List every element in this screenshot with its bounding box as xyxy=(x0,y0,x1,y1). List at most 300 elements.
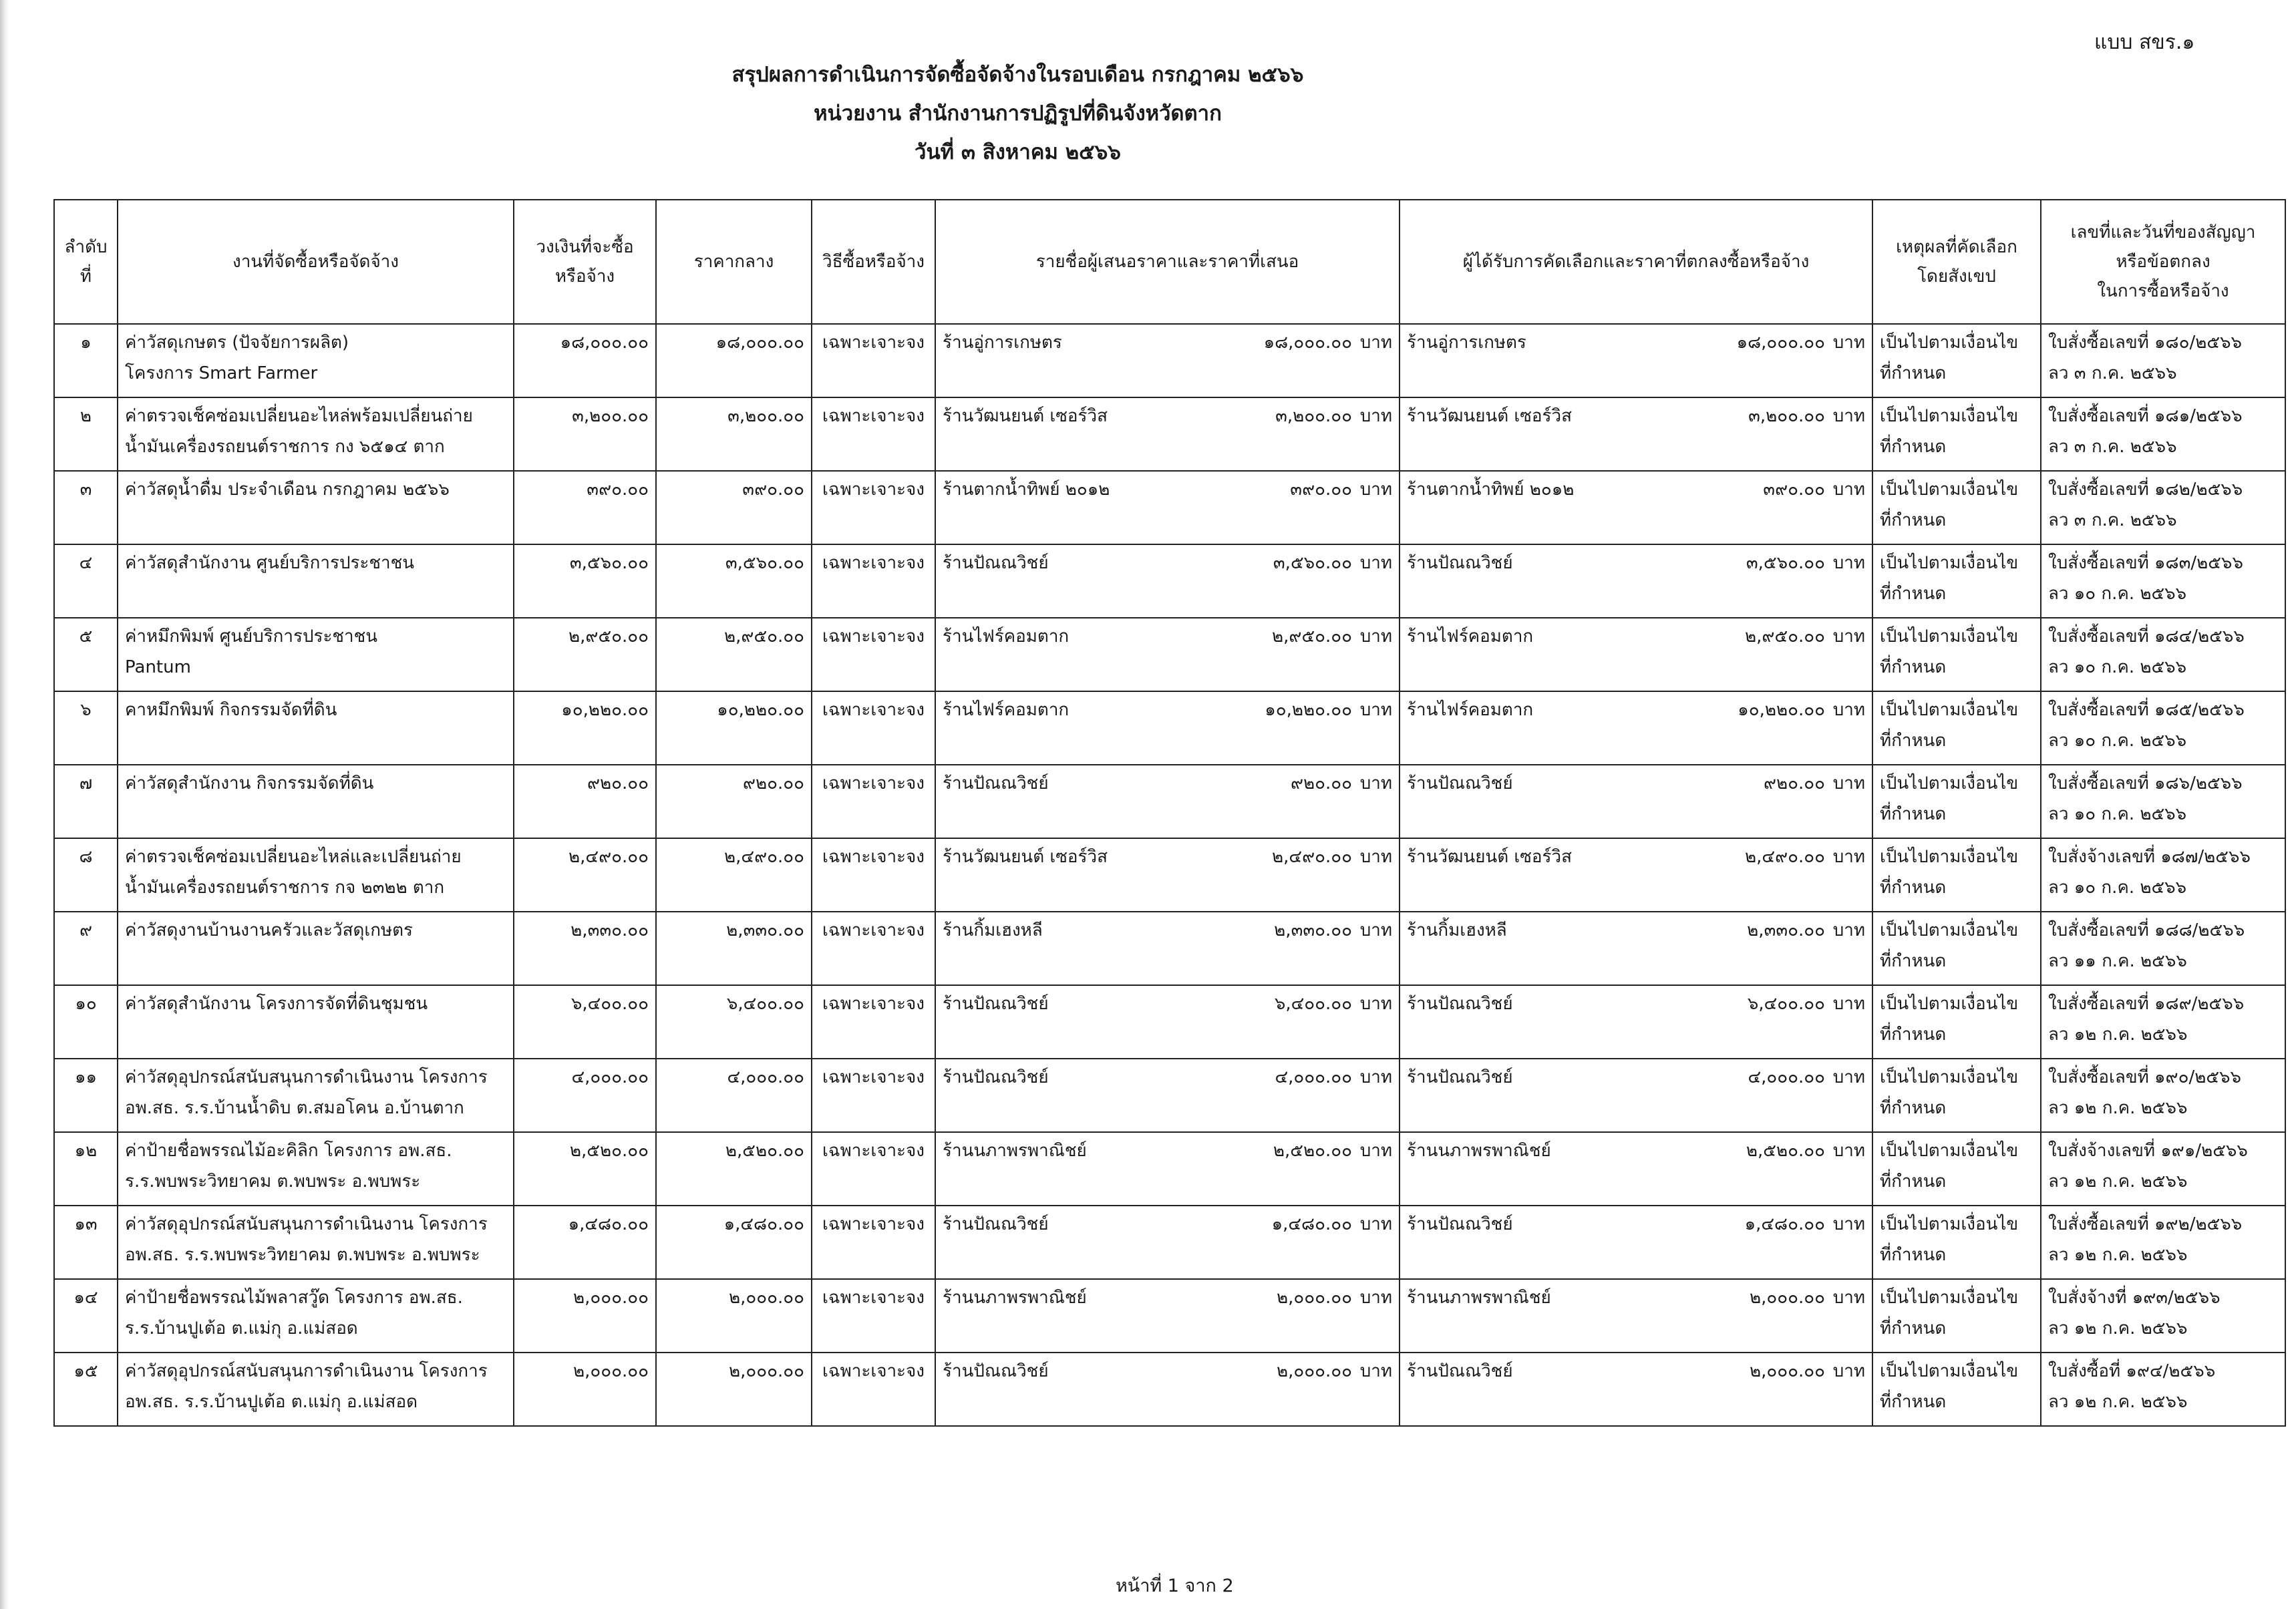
contract-line: ลว ๓ ก.ค. ๒๕๖๖ xyxy=(2048,510,2177,530)
report-date: วันที่ ๓ สิงหาคม ๒๕๖๖ xyxy=(915,140,1121,164)
offer-unit: บาท xyxy=(1359,1288,1392,1308)
item-line: น้ำมันเครื่องรถยนต์ราชการ กจ ๒๓๒๒ ตาก xyxy=(125,878,445,898)
selected-cell xyxy=(1400,544,1872,618)
offer-unit: บาท xyxy=(1359,700,1392,720)
selected-entry xyxy=(1407,842,1865,872)
table-row xyxy=(54,1059,2285,1132)
item-line: ค่าวัสดุอุปกรณ์สนับสนุนการดำเนินงาน โครงการ xyxy=(125,1361,488,1381)
item-line: ค่าวัสดุสำนักงาน ศูนย์บริการประชาชน xyxy=(125,553,415,573)
offers-cell xyxy=(935,765,1400,838)
selected-entry xyxy=(1407,1356,1865,1387)
reason-line: เป็นไปตามเงื่อนไข xyxy=(1880,920,2019,940)
contract-line: ใบสั่งซื้อเลขที่ ๑๘๐/๒๕๖๖ xyxy=(2048,333,2243,353)
reason-line: เป็นไปตามเงื่อนไข xyxy=(1880,847,2019,867)
table-row xyxy=(54,765,2285,838)
item-cell xyxy=(118,838,514,912)
col-header-method: วิธีซื้อหรือจ้าง xyxy=(812,200,935,324)
selected-vendor-name: ร้านนภาพรพาณิชย์ xyxy=(1407,1288,1551,1308)
offers-cell xyxy=(935,1353,1400,1426)
row-number: ๓ xyxy=(54,471,118,544)
selected-unit: บาท xyxy=(1832,553,1865,573)
selected-entry xyxy=(1407,989,1865,1019)
table-row xyxy=(54,544,2285,618)
reason-line: ที่กำหนด xyxy=(1880,510,1947,530)
selected-amount: ๓,๕๖๐.๐๐ xyxy=(1746,553,1825,573)
table-row xyxy=(54,471,2285,544)
table-row xyxy=(54,397,2285,471)
item-cell xyxy=(118,1279,514,1353)
offers-cell xyxy=(935,912,1400,985)
contract-line: ใบสั่งซื้อเลขที่ ๑๙๒/๒๕๖๖ xyxy=(2048,1214,2243,1234)
budget-cell: ๒,๐๐๐.๐๐ xyxy=(514,1353,656,1426)
budget-cell: ๑๘,๐๐๐.๐๐ xyxy=(514,324,656,397)
col-header-median: ราคากลาง xyxy=(656,200,812,324)
method-cell: เฉพาะเจาะจง xyxy=(812,471,935,544)
item-line: ค่าป้ายชื่อพรรณไม้อะคิลิก โครงการ อพ.สธ. xyxy=(125,1141,452,1161)
item-cell xyxy=(118,1059,514,1132)
reason-cell xyxy=(1872,324,2041,397)
method-cell: เฉพาะเจาะจง xyxy=(812,912,935,985)
selected-cell xyxy=(1400,397,1872,471)
reason-line: ที่กำหนด xyxy=(1880,584,1947,604)
row-number: ๗ xyxy=(54,765,118,838)
item-cell xyxy=(118,397,514,471)
reason-line: ที่กำหนด xyxy=(1880,1172,1947,1192)
reason-line: ที่กำหนด xyxy=(1880,1098,1947,1118)
method-cell: เฉพาะเจาะจง xyxy=(812,1353,935,1426)
selected-unit: บาท xyxy=(1832,773,1865,793)
table-row xyxy=(54,985,2285,1059)
selected-unit: บาท xyxy=(1832,333,1865,353)
item-line: ค่าป้ายชื่อพรรณไม้พลาสวู๊ด โครงการ อพ.สธ. xyxy=(125,1288,463,1308)
selected-entry xyxy=(1407,915,1865,946)
selected-entry xyxy=(1407,401,1865,431)
item-line: ค่าวัสดุอุปกรณ์สนับสนุนการดำเนินงาน โครงการ xyxy=(125,1214,488,1234)
contract-cell xyxy=(2041,1059,2285,1132)
item-line: โครงการ Smart Farmer xyxy=(125,363,318,383)
selected-cell xyxy=(1400,985,1872,1059)
reason-cell xyxy=(1872,1279,2041,1353)
selected-cell xyxy=(1400,1279,1872,1353)
contract-line: ใบสั่งซื้อเลขที่ ๑๘๖/๒๕๖๖ xyxy=(2048,773,2243,793)
offer-vendor-name: ร้านไฟร์คอมตาก xyxy=(943,627,1070,647)
offer-amount: ๓,๒๐๐.๐๐ xyxy=(1275,406,1352,426)
table-row xyxy=(54,1132,2285,1206)
row-number: ๑ xyxy=(54,324,118,397)
item-line: ค่าวัสดุน้ำดื่ม ประจำเดือน กรกฎาคม ๒๕๖๖ xyxy=(125,480,450,500)
median-price-cell: ๒,๔๙๐.๐๐ xyxy=(656,838,812,912)
selected-unit: บาท xyxy=(1832,1141,1865,1161)
item-line: คาหมึกพิมพ์ กิจกรรมจัดที่ดิน xyxy=(125,700,337,720)
median-price-cell: ๓,๒๐๐.๐๐ xyxy=(656,397,812,471)
selected-unit: บาท xyxy=(1832,994,1865,1014)
offer-vendor-name: ร้านตากน้ำทิพย์ ๒๐๑๒ xyxy=(943,480,1110,500)
reason-cell xyxy=(1872,1132,2041,1206)
selected-unit: บาท xyxy=(1832,920,1865,940)
offer-entry xyxy=(943,621,1392,652)
reason-line: เป็นไปตามเงื่อนไข xyxy=(1880,333,2019,353)
offer-amount: ๒,๕๒๐.๐๐ xyxy=(1273,1141,1352,1161)
reason-line: เป็นไปตามเงื่อนไข xyxy=(1880,1141,2019,1161)
reason-cell xyxy=(1872,1353,2041,1426)
selected-entry xyxy=(1407,768,1865,799)
budget-cell: ๖,๔๐๐.๐๐ xyxy=(514,985,656,1059)
median-price-cell: ๒,๐๐๐.๐๐ xyxy=(656,1279,812,1353)
row-number: ๑๔ xyxy=(54,1279,118,1353)
selected-cell xyxy=(1400,1132,1872,1206)
selected-entry xyxy=(1407,327,1865,358)
contract-line: ใบสั่งจ้างเลขที่ ๑๘๗/๒๕๖๖ xyxy=(2048,847,2251,867)
col-header-item: งานที่จัดซื้อหรือจัดจ้าง xyxy=(118,200,514,324)
offer-vendor-name: ร้านนภาพรพาณิชย์ xyxy=(943,1288,1087,1308)
reason-cell xyxy=(1872,838,2041,912)
item-cell xyxy=(118,618,514,691)
item-line: ค่าวัสดุเกษตร (ปัจจัยการผลิต) xyxy=(125,333,349,353)
selected-vendor-name: ร้านปัณณวิชย์ xyxy=(1407,1214,1513,1234)
contract-line: ลว ๑๒ ก.ค. ๒๕๖๖ xyxy=(2048,1318,2188,1338)
reason-cell xyxy=(1872,691,2041,765)
selected-amount: ๒,๓๓๐.๐๐ xyxy=(1747,920,1825,940)
row-number: ๔ xyxy=(54,544,118,618)
contract-line: ใบสั่งซื้อเลขที่ ๑๙๐/๒๕๖๖ xyxy=(2048,1067,2242,1087)
contract-line: ลว ๓ ก.ค. ๒๕๖๖ xyxy=(2048,363,2177,383)
reason-line: เป็นไปตามเงื่อนไข xyxy=(1880,480,2019,500)
contract-cell xyxy=(2041,1353,2285,1426)
offer-entry xyxy=(943,842,1392,872)
reason-line: เป็นไปตามเงื่อนไข xyxy=(1880,627,2019,647)
table-row xyxy=(54,912,2285,985)
item-line: ค่าวัสดุงานบ้านงานครัวและวัสดุเกษตร xyxy=(125,920,413,940)
reason-line: เป็นไปตามเงื่อนไข xyxy=(1880,700,2019,720)
selected-vendor-name: ร้านนภาพรพาณิชย์ xyxy=(1407,1141,1551,1161)
reason-line: เป็นไปตามเงื่อนไข xyxy=(1880,773,2019,793)
contract-cell xyxy=(2041,544,2285,618)
offer-entry xyxy=(943,989,1392,1019)
budget-cell: ๒,๔๙๐.๐๐ xyxy=(514,838,656,912)
selected-vendor-name: ร้านอู่การเกษตร xyxy=(1407,333,1526,353)
selected-unit: บาท xyxy=(1832,1214,1865,1234)
page-number: หน้าที่ 1 จาก 2 xyxy=(1116,1576,1234,1596)
offer-unit: บาท xyxy=(1359,920,1392,940)
reason-cell xyxy=(1872,985,2041,1059)
selected-vendor-name: ร้านวัฒนยนต์ เซอร์วิส xyxy=(1407,406,1572,426)
contract-cell xyxy=(2041,1206,2285,1279)
offer-vendor-name: ร้านปัณณวิชย์ xyxy=(943,553,1049,573)
offers-cell xyxy=(935,1279,1400,1353)
item-cell xyxy=(118,324,514,397)
document-header xyxy=(0,61,2296,178)
budget-cell: ๔,๐๐๐.๐๐ xyxy=(514,1059,656,1132)
procurement-table xyxy=(53,199,2286,1427)
selected-vendor-name: ร้านปัณณวิชย์ xyxy=(1407,773,1513,793)
offer-vendor-name: ร้านนภาพรพาณิชย์ xyxy=(943,1141,1087,1161)
item-line: อพ.สธ. ร.ร.พบพระวิทยาคม ต.พบพระ อ.พบพระ xyxy=(125,1245,480,1265)
selected-vendor-name: ร้านตากน้ำทิพย์ ๒๐๑๒ xyxy=(1407,480,1575,500)
contract-line: ลว ๑๒ ก.ค. ๒๕๖๖ xyxy=(2048,1025,2188,1045)
reason-line: เป็นไปตามเงื่อนไข xyxy=(1880,406,2019,426)
median-price-cell: ๒,๓๓๐.๐๐ xyxy=(656,912,812,985)
selected-vendor-name: ร้านกิ้มเฮงหลี xyxy=(1407,920,1507,940)
method-cell: เฉพาะเจาะจง xyxy=(812,1132,935,1206)
item-cell xyxy=(118,985,514,1059)
offer-entry xyxy=(943,1135,1392,1166)
item-line: ค่าหมึกพิมพ์ ศูนย์บริการประชาชน xyxy=(125,627,378,647)
offers-cell xyxy=(935,397,1400,471)
offer-vendor-name: ร้านอู่การเกษตร xyxy=(943,333,1062,353)
col-header-budget: วงเงินที่จะซื้อ หรือจ้าง xyxy=(514,200,656,324)
method-cell: เฉพาะเจาะจง xyxy=(812,618,935,691)
reason-line: ที่กำหนด xyxy=(1880,363,1947,383)
item-cell xyxy=(118,691,514,765)
budget-cell: ๒,๕๒๐.๐๐ xyxy=(514,1132,656,1206)
offer-unit: บาท xyxy=(1359,1214,1392,1234)
item-cell xyxy=(118,544,514,618)
offer-entry xyxy=(943,1209,1392,1240)
method-cell: เฉพาะเจาะจง xyxy=(812,765,935,838)
contract-line: ลว ๑๐ ก.ค. ๒๕๖๖ xyxy=(2048,657,2187,677)
selected-unit: บาท xyxy=(1832,847,1865,867)
contract-cell xyxy=(2041,985,2285,1059)
selected-entry xyxy=(1407,695,1865,725)
item-line: ค่าวัสดุสำนักงาน โครงการจัดที่ดินชุมชน xyxy=(125,994,428,1014)
offer-entry xyxy=(943,1282,1392,1313)
offer-amount: ๒,๙๕๐.๐๐ xyxy=(1272,627,1352,647)
offer-unit: บาท xyxy=(1359,333,1392,353)
item-cell xyxy=(118,765,514,838)
contract-line: ใบสั่งจ้างเลขที่ ๑๙๑/๒๕๖๖ xyxy=(2048,1141,2248,1161)
contract-line: ใบสั่งซื้อที่ ๑๙๔/๒๕๖๖ xyxy=(2048,1361,2216,1381)
item-line: ร.ร.บ้านปูเต้อ ต.แม่กุ อ.แม่สอด xyxy=(125,1318,358,1338)
offer-entry xyxy=(943,1062,1392,1093)
selected-entry xyxy=(1407,474,1865,505)
contract-line: ลว ๑๐ ก.ค. ๒๕๖๖ xyxy=(2048,731,2187,751)
selected-cell xyxy=(1400,1059,1872,1132)
method-cell: เฉพาะเจาะจง xyxy=(812,397,935,471)
offers-cell xyxy=(935,985,1400,1059)
offer-vendor-name: ร้านปัณณวิชย์ xyxy=(943,1067,1049,1087)
selected-cell xyxy=(1400,838,1872,912)
budget-cell: ๓,๕๖๐.๐๐ xyxy=(514,544,656,618)
contract-line: ลว ๑๐ ก.ค. ๒๕๖๖ xyxy=(2048,804,2187,824)
contract-line: ใบสั่งซื้อเลขที่ ๑๘๔/๒๕๖๖ xyxy=(2048,627,2245,647)
offer-unit: บาท xyxy=(1359,1141,1392,1161)
row-number: ๖ xyxy=(54,691,118,765)
median-price-cell: ๙๒๐.๐๐ xyxy=(656,765,812,838)
item-line: ค่าตรวจเช็คซ่อมเปลี่ยนอะไหล่และเปลี่ยนถ่าย xyxy=(125,847,462,867)
offer-entry xyxy=(943,474,1392,505)
offer-entry xyxy=(943,768,1392,799)
row-number: ๑๐ xyxy=(54,985,118,1059)
offer-unit: บาท xyxy=(1359,773,1392,793)
method-cell: เฉพาะเจาะจง xyxy=(812,838,935,912)
budget-cell: ๓๙๐.๐๐ xyxy=(514,471,656,544)
method-cell: เฉพาะเจาะจง xyxy=(812,1206,935,1279)
selected-entry xyxy=(1407,548,1865,578)
reason-line: ที่กำหนด xyxy=(1880,1392,1947,1412)
offer-vendor-name: ร้านปัณณวิชย์ xyxy=(943,1361,1049,1381)
offer-amount: ๖,๔๐๐.๐๐ xyxy=(1274,994,1352,1014)
median-price-cell: ๓,๕๖๐.๐๐ xyxy=(656,544,812,618)
reason-cell xyxy=(1872,471,2041,544)
table-header-row xyxy=(54,200,2285,324)
selected-cell xyxy=(1400,324,1872,397)
scan-edge-shadow xyxy=(0,0,9,1609)
offer-amount: ๑,๔๘๐.๐๐ xyxy=(1271,1214,1352,1234)
item-line: น้ำมันเครื่องรถยนต์ราชการ กง ๖๕๑๔ ตาก xyxy=(125,437,445,457)
contract-line: ลว ๑๒ ก.ค. ๒๕๖๖ xyxy=(2048,1098,2188,1118)
reason-line: ที่กำหนด xyxy=(1880,731,1947,751)
offer-amount: ๔,๐๐๐.๐๐ xyxy=(1275,1067,1352,1087)
col-header-reason: เหตุผลที่คัดเลือก โดยสังเขป xyxy=(1872,200,2041,324)
reason-line: ที่กำหนด xyxy=(1880,437,1947,457)
selected-cell xyxy=(1400,765,1872,838)
reason-cell xyxy=(1872,1059,2041,1132)
contract-cell xyxy=(2041,691,2285,765)
offer-unit: บาท xyxy=(1359,994,1392,1014)
reason-line: เป็นไปตามเงื่อนไข xyxy=(1880,553,2019,573)
method-cell: เฉพาะเจาะจง xyxy=(812,985,935,1059)
offer-amount: ๑๘,๐๐๐.๐๐ xyxy=(1263,333,1352,353)
contract-line: ใบสั่งซื้อเลขที่ ๑๘๒/๒๕๖๖ xyxy=(2048,480,2243,500)
selected-cell xyxy=(1400,618,1872,691)
table-row xyxy=(54,838,2285,912)
item-cell xyxy=(118,1353,514,1426)
reason-cell xyxy=(1872,1206,2041,1279)
selected-vendor-name: ร้านปัณณวิชย์ xyxy=(1407,1067,1513,1087)
row-number: ๘ xyxy=(54,838,118,912)
offer-entry xyxy=(943,695,1392,725)
selected-amount: ๙๒๐.๐๐ xyxy=(1763,773,1825,793)
offer-amount: ๒,๐๐๐.๐๐ xyxy=(1276,1361,1352,1381)
contract-line: ใบสั่งซื้อเลขที่ ๑๘๑/๒๕๖๖ xyxy=(2048,406,2243,426)
selected-entry xyxy=(1407,1135,1865,1166)
reason-line: ที่กำหนด xyxy=(1880,804,1947,824)
item-line: อพ.สธ. ร.ร.บ้านน้ำดิบ ต.สมอโคน อ.บ้านตาก xyxy=(125,1098,464,1118)
table-row xyxy=(54,1353,2285,1426)
median-price-cell: ๒,๕๒๐.๐๐ xyxy=(656,1132,812,1206)
row-number: ๑๕ xyxy=(54,1353,118,1426)
row-number: ๒ xyxy=(54,397,118,471)
selected-amount: ๒,๕๒๐.๐๐ xyxy=(1746,1141,1825,1161)
selected-cell xyxy=(1400,1206,1872,1279)
contract-cell xyxy=(2041,765,2285,838)
offer-amount: ๒,๔๙๐.๐๐ xyxy=(1272,847,1352,867)
selected-unit: บาท xyxy=(1832,1067,1865,1087)
contract-line: ใบสั่งซื้อเลขที่ ๑๘๕/๒๕๖๖ xyxy=(2048,700,2245,720)
selected-amount: ๖,๔๐๐.๐๐ xyxy=(1747,994,1825,1014)
contract-cell xyxy=(2041,912,2285,985)
offers-cell xyxy=(935,618,1400,691)
selected-unit: บาท xyxy=(1832,700,1865,720)
table-row xyxy=(54,691,2285,765)
selected-amount: ๑๘,๐๐๐.๐๐ xyxy=(1736,333,1825,353)
median-price-cell: ๓๙๐.๐๐ xyxy=(656,471,812,544)
table-row xyxy=(54,1206,2285,1279)
item-line: อพ.สธ. ร.ร.บ้านปูเต้อ ต.แม่กุ อ.แม่สอด xyxy=(125,1392,418,1412)
item-cell xyxy=(118,912,514,985)
offer-vendor-name: ร้านปัณณวิชย์ xyxy=(943,1214,1049,1234)
selected-amount: ๓,๒๐๐.๐๐ xyxy=(1748,406,1825,426)
contract-cell xyxy=(2041,397,2285,471)
offers-cell xyxy=(935,544,1400,618)
selected-amount: ๔,๐๐๐.๐๐ xyxy=(1748,1067,1825,1087)
selected-cell xyxy=(1400,1353,1872,1426)
selected-entry xyxy=(1407,1062,1865,1093)
offer-vendor-name: ร้านปัณณวิชย์ xyxy=(943,994,1049,1014)
offer-unit: บาท xyxy=(1359,847,1392,867)
item-line: ค่าวัสดุสำนักงาน กิจกรรมจัดที่ดิน xyxy=(125,773,374,793)
contract-line: ลว ๑๐ ก.ค. ๒๕๖๖ xyxy=(2048,878,2187,898)
reason-line: ที่กำหนด xyxy=(1880,1318,1947,1338)
row-number: ๑๑ xyxy=(54,1059,118,1132)
offer-amount: ๙๒๐.๐๐ xyxy=(1290,773,1352,793)
method-cell: เฉพาะเจาะจง xyxy=(812,691,935,765)
offers-cell xyxy=(935,1059,1400,1132)
col-header-no: ลำดับ ที่ xyxy=(54,200,118,324)
reason-cell xyxy=(1872,544,2041,618)
reason-line: เป็นไปตามเงื่อนไข xyxy=(1880,994,2019,1014)
reason-line: เป็นไปตามเงื่อนไข xyxy=(1880,1067,2019,1087)
selected-cell xyxy=(1400,691,1872,765)
item-line: ค่าตรวจเช็คซ่อมเปลี่ยนอะไหล่พร้อมเปลี่ยนถ่าย xyxy=(125,406,473,426)
reason-line: ที่กำหนด xyxy=(1880,1245,1947,1265)
reason-line: เป็นไปตามเงื่อนไข xyxy=(1880,1214,2019,1234)
selected-vendor-name: ร้านไฟร์คอมตาก xyxy=(1407,700,1534,720)
selected-amount: ๒,๔๙๐.๐๐ xyxy=(1745,847,1825,867)
reason-cell xyxy=(1872,397,2041,471)
contract-line: ลว ๑๒ ก.ค. ๒๕๖๖ xyxy=(2048,1172,2188,1192)
contract-line: ใบสั่งซื้อเลขที่ ๑๘๙/๒๕๖๖ xyxy=(2048,994,2245,1014)
row-number: ๕ xyxy=(54,618,118,691)
offer-vendor-name: ร้านวัฒนยนต์ เซอร์วิส xyxy=(943,847,1108,867)
median-price-cell: ๑๘,๐๐๐.๐๐ xyxy=(656,324,812,397)
selected-unit: บาท xyxy=(1832,480,1865,500)
offer-entry xyxy=(943,401,1392,431)
selected-amount: ๑,๔๘๐.๐๐ xyxy=(1744,1214,1825,1234)
item-cell xyxy=(118,1132,514,1206)
offer-entry xyxy=(943,548,1392,578)
budget-cell: ๙๒๐.๐๐ xyxy=(514,765,656,838)
reason-line: เป็นไปตามเงื่อนไข xyxy=(1880,1361,2019,1381)
selected-unit: บาท xyxy=(1832,1288,1865,1308)
selected-cell xyxy=(1400,912,1872,985)
selected-entry xyxy=(1407,1282,1865,1313)
offer-unit: บาท xyxy=(1359,1067,1392,1087)
selected-cell xyxy=(1400,471,1872,544)
offer-vendor-name: ร้านกิ้มเฮงหลี xyxy=(943,920,1043,940)
method-cell: เฉพาะเจาะจง xyxy=(812,544,935,618)
reason-line: ที่กำหนด xyxy=(1880,951,1947,971)
median-price-cell: ๖,๔๐๐.๐๐ xyxy=(656,985,812,1059)
offer-amount: ๓๙๐.๐๐ xyxy=(1290,480,1352,500)
selected-amount: ๓๙๐.๐๐ xyxy=(1763,480,1825,500)
offer-entry xyxy=(943,327,1392,358)
col-header-selected: ผู้ได้รับการคัดเลือกและราคาที่ตกลงซื้อหรือจ้าง xyxy=(1400,200,1872,324)
budget-cell: ๑,๔๘๐.๐๐ xyxy=(514,1206,656,1279)
offer-unit: บาท xyxy=(1359,1361,1392,1381)
contract-cell xyxy=(2041,1132,2285,1206)
offer-unit: บาท xyxy=(1359,627,1392,647)
row-number: ๑๓ xyxy=(54,1206,118,1279)
selected-vendor-name: ร้านปัณณวิชย์ xyxy=(1407,553,1513,573)
col-header-offers: รายชื่อผู้เสนอราคาและราคาที่เสนอ xyxy=(935,200,1400,324)
contract-line: ใบสั่งจ้างที่ ๑๙๓/๒๕๖๖ xyxy=(2048,1288,2221,1308)
selected-amount: ๒,๐๐๐.๐๐ xyxy=(1749,1288,1825,1308)
contract-line: ลว ๑๐ ก.ค. ๒๕๖๖ xyxy=(2048,584,2187,604)
reason-line: ที่กำหนด xyxy=(1880,1025,1947,1045)
offer-unit: บาท xyxy=(1359,406,1392,426)
contract-cell xyxy=(2041,324,2285,397)
